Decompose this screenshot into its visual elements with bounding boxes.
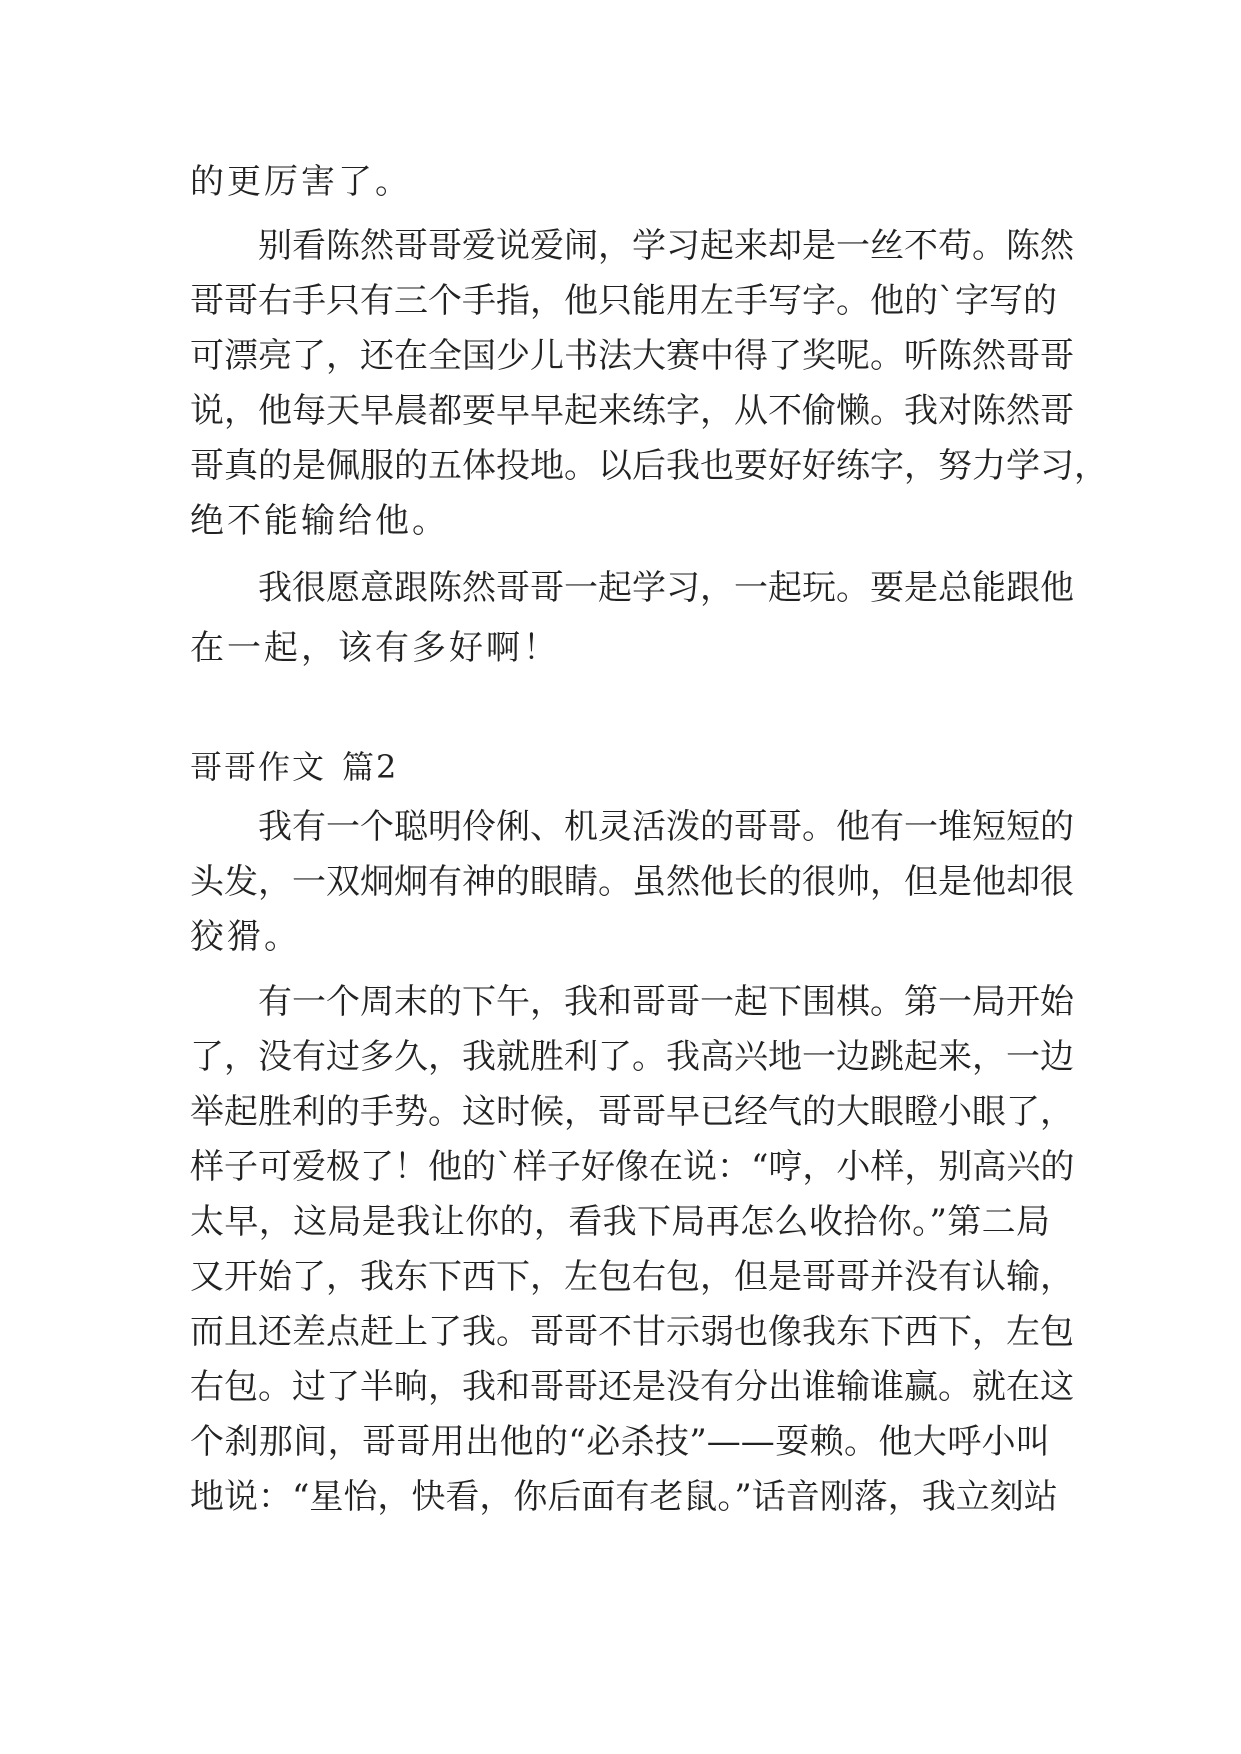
paragraph-line <box>190 1520 1050 1584</box>
paragraph-line: 狡猾。 <box>190 917 301 957</box>
heading-part: 篇2 <box>342 748 399 786</box>
paragraph-line: 又开始了，我东下西下，左包右包，但是哥哥并没有认输， <box>190 1257 1074 1297</box>
paragraph-line: 的更厉害了。 <box>190 162 412 202</box>
paragraph-line: 别看陈然哥哥爱说爱闹，学习起来却是一丝不苟。陈然 <box>258 226 1074 266</box>
paragraph-line: 了，没有过多久，我就胜利了。我高兴地一边跳起来，一边 <box>190 1037 1074 1077</box>
paragraph-line: 地说：“星怡，快看，你后面有老鼠。”话音刚落，我立刻站 <box>190 1477 1058 1517</box>
paragraph-line: 右包。过了半晌，我和哥哥还是没有分出谁输谁赢。就在这 <box>190 1367 1074 1407</box>
paragraph-line: 举起胜利的手势。这时候，哥哥早已经气的大眼瞪小眼了， <box>190 1092 1074 1132</box>
paragraph-line: 在一起，该有多好啊！ <box>190 628 560 668</box>
section-heading <box>190 735 398 799</box>
heading-title: 哥哥作文 <box>190 748 327 786</box>
paragraph-line: 说，他每天早晨都要早早起来练字，从不偷懒。我对陈然哥 <box>190 391 1074 431</box>
paragraph-line: 我很愿意跟陈然哥哥一起学习，一起玩。要是总能跟他 <box>258 568 1074 608</box>
paragraph-line: 可漂亮了，还在全国少儿书法大赛中得了奖呢。听陈然哥哥 <box>190 336 1074 376</box>
paragraph-line: 我有一个聪明伶俐、机灵活泼的哥哥。他有一堆短短的 <box>258 807 1074 847</box>
paragraph-line: 绝不能输给他。 <box>190 501 449 541</box>
paragraph-line: 哥哥右手只有三个手指，他只能用左手写字。他的`字写的 <box>190 281 1057 321</box>
paragraph-line: 哥真的是佩服的五体投地。以后我也要好好练字，努力学习， <box>190 446 1108 486</box>
paragraph-line: 而且还差点赶上了我。哥哥不甘示弱也像我东下西下，左包 <box>190 1312 1074 1352</box>
paragraph-line: 样子可爱极了！他的`样子好像在说：“哼，小样，别高兴的 <box>190 1147 1075 1187</box>
paragraph-line: 太早，这局是我让你的，看我下局再怎么收拾你。”第二局 <box>190 1202 1050 1242</box>
paragraph-line: 有一个周末的下午，我和哥哥一起下围棋。第一局开始 <box>258 982 1074 1022</box>
paragraph-line: 头发，一双炯炯有神的眼睛。虽然他长的很帅，但是他却很 <box>190 862 1074 902</box>
paragraph-line: 个刹那间，哥哥用出他的“必杀技”——耍赖。他大呼小叫 <box>190 1422 1050 1462</box>
